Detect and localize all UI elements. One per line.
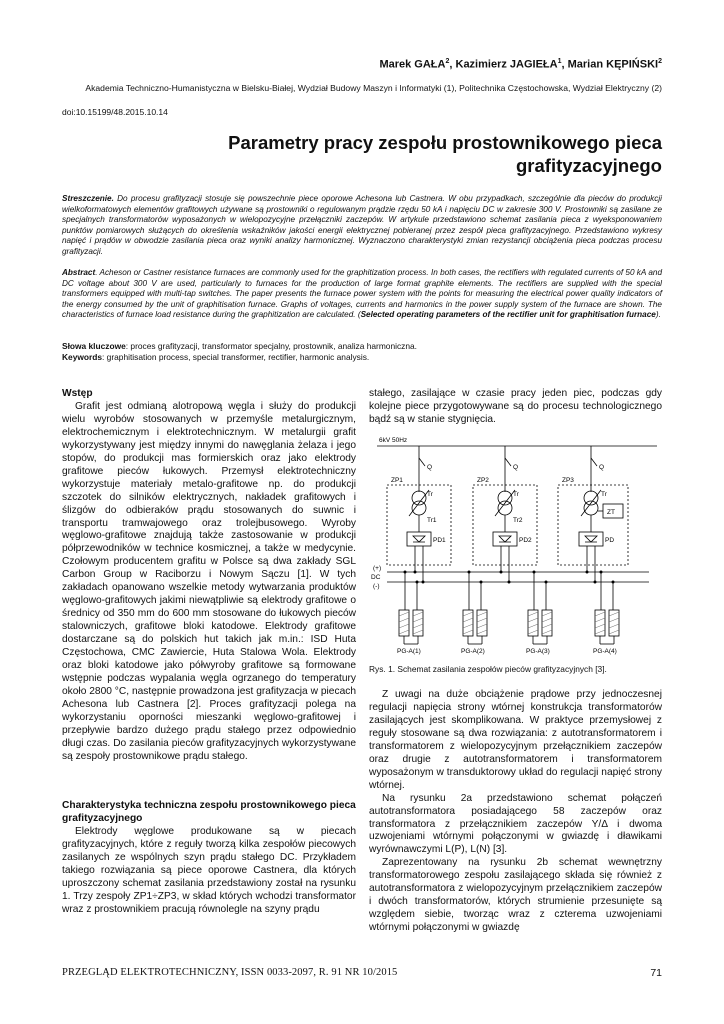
power-supply-diagram [369,432,663,660]
label-zp1: ZP1 [391,477,403,484]
label-tr-1: Tr [427,491,433,498]
abstract-polish-label: Streszczenie. [62,194,114,203]
label-pd: PD [605,537,615,544]
continuation-paragraph: stałego, zasilające w czasie pracy jeden piec, podczas gdy kolejne piece przygotowywane są do procesu technologicznego bądź są w stanie stygnięcia. [369,388,662,425]
figure-2a-paragraph: Na rysunku 2a przedstawiono schemat połączeń autotransformatora posiadającego 58 zaczepów oraz transformatora z przełącznikiem zaczepów Y/Δ i dwoma uzwojeniami wtórnymi połączonymi w gwiazdę i dławikami wyrównawczymi L(P), L(N) [3]. [369,792,662,856]
label-tr1: Tr1 [427,517,437,524]
journal-footer: PRZEGLĄD ELEKTROTECHNICZNY, ISSN 0033-2097, R. 91 NR 10/2015 [62,967,398,978]
left-column-intro [62,388,356,764]
author-1-affiliation-mark: 2 [445,58,450,65]
label-q1: Q [427,464,433,471]
label-zp2: ZP2 [477,477,489,484]
keywords-english [62,352,662,363]
label-tr2: Tr2 [513,517,523,524]
keywords-polish-text: : proces grafityzacji, transformator specjalny, prostownik, analiza harmoniczna. [125,341,417,351]
transformers-paragraph: Z uwagi na duże obciążenie prądowe przy jednoczesnej regulacji napięcia strony wtórnej konstrukcja transformatorów zasilających jest skomplikowana. W praktyce przemysłowej z reguły stosowane są dwa rozwiązania: z autotransformatorem i transformatorem z wielopozycyjnym przełącznikiem zaczepów oraz drugie z autotransformatorem i transformatorem wyposażonym w transduktorowy układ do regulacji napięć strony wtórnej. [369,689,662,791]
paper-title [182,131,662,177]
author-2-affiliation-mark: 1 [557,58,562,65]
page-number: 71 [650,967,662,979]
label-zt: ZT [607,509,615,516]
label-zp3: ZP3 [562,477,574,484]
keywords-english-label: Keywords [62,352,103,363]
author-2: Kazimierz JAGIEŁA [455,58,558,71]
label-pga1: PG-A(1) [397,648,421,655]
intro-paragraph: Grafit jest odmianą alotropową węgla i służy do produkcji wielu wyrobów stosowanych w przemyśle metalurgicznym, elektrochemicznym i elektrotechnicznym. W metalurgii grafit wykorzystywany jest między innymi do nawęglania żelaza i jego stopów, do produkcji mas formierskich oraz jako elektrody grafitowe pieców łukowych. Przemysł elektrotechniczny wykorzystuje materiały metalo-grafitowe np. do produkcji szczotek do silników elektrycznych, nakładek grafitowych i ślizgów do odbieraków prądu stosowanych do suwnic i transportu tramwajowego oraz trolejbusowego. Wyroby węglowo-grafitowe znajdują także zastosowanie w produkcji półprzewodników w technice kosmicznej, a także w medycynie. Czołowym producentem grafitu w Polsce są dwa zakłady SGL Carbon Group w Raciborzu i Nowym Sączu [1]. W tych zakładach opanowano wszelkie metody wytwarzania produktów węglowo-grafitowych jakimi niewątpliwie są elektrody grafitowe o średnicy od 350 mm do 600 mm stosowane do łukowych pieców stalowniczych, grafitowe bloki katodowe. Elektrody grafitowe dostarczane są do polskich hut takich jak m.in.: ISD Huta Częstochowa, CMC Zawiercie, Huta Stalowa Wola. Elektrody oraz bloki katodowe jako półwyroby grafitowe są formowane wstępnie podczas wypalania węgla ogrzanego do temperatury około 2800 °C, następnie prowadzona jest grafityzacja w piecach Achesona lub Castnera [2]. Proces grafityzacji polega na wykorzystaniu oporności mieszanki węglowo-grafitowej i przepływie bardzo dużego prądu stałego przez odpowiednio długi czas. Do zasilania pieców grafityzacyjnych wykorzystywane są zespoły prostownikowe prądu stałego. [62,400,356,762]
rectifier-pd2-box [493,532,517,546]
label-pga4: PG-A(4) [593,648,617,655]
label-dc-minus: (-) [373,583,380,590]
author-3: Marian KĘPIŃSKI [567,58,659,71]
figure-1-caption: Rys. 1. Schemat zasilania zespołów pieców grafityzacyjnych [3]. [369,664,607,674]
label-pga3: PG-A(3) [526,648,550,655]
figure-2b-paragraph: Zaprezentowany na rysunku 2b schemat wewnętrzny transformatorowego zespołu zasilającego składa się również z autotransformatora z wielopozycyjnym przełącznikiem zaczepów i dwóch transformatorów, których strumienie przesunięte są względem siebie, tworząc wraz z czterema uzwojeniami wtórnymi połączonymi w gwiazdę [369,857,662,934]
keywords-polish [62,341,662,352]
rectifier-pd-box [579,532,603,546]
characteristics-paragraph: Elektrody węglowe produkowane są w piecach grafityzacyjnych, które z reguły tworzą kilka zespołów piecowych zasilanych ze wspólnych szyn prądu stałego DC. Przykładem takiego rozwiązania są piece oporowe Castnera, dla których uproszczony schemat zasilania przedstawiony został na rysunku 1. Trzy zespoły ZP1÷ZP3, w skład których wchodzi transformator wraz z prostownikiem pracują równolegle na szyny prądu [62,825,356,915]
label-tr-3: Tr [601,491,607,498]
abstract-english [62,268,662,321]
left-column-characteristics [62,800,356,917]
author-1: Marek GAŁA [379,58,446,71]
right-column-bottom [369,689,662,935]
abstract-english-text: . Acheson or Castner resistance furnaces are commonly used for the graphitization process. In both cases, the rectifiers with regulated currents of 50 kA and DC voltage about 300 V are used, particularly to furnaces for the production of large format graphite elements. The rectifiers are supplied with the special transformers equipped with multi-tap switches. The paper presents the furnace power system with the points for measuring the electrical power quality indicators of the energy consumed by the unit of graphitisation furnace. Graphs of voltages, currents and harmonics in the power supply system of the furnace are shown. The characteristics of furnace load resistance during the graphitization are calculated. ( [62,268,662,320]
label-pd1: PD1 [433,537,446,544]
abstract-english-label: Abstract [62,268,96,277]
doi[interactable]: doi:10.15199/48.2015.10.14 [62,107,168,117]
label-dc: DC [371,574,381,581]
right-column-top [369,388,662,427]
section-heading-characteristics: Charakterystyka techniczna zespołu prostownikowego pieca grafityzacyjnego [62,800,356,824]
rectifier-pd1-box [407,532,431,546]
paper-title-line-2: grafityzacyjnego [516,155,662,176]
keywords-english-text: : graphitisation process, special transformer, rectifier, harmonic analysis. [102,352,370,363]
label-pd2: PD2 [519,537,532,544]
authors: Marek GAŁA$^2$, Kazimierz JAGIEŁA$^1$, Marian KĘPIŃSKI$^2$ [379,58,662,71]
affiliation: Akademia Techniczno-Humanistyczna w Bielsku-Białej, Wydział Budowy Maszyn i Informatyki (1), Politechnika Częstochowska, Wydział Elektryczny (2) [85,83,662,93]
keywords-polish-label: Słowa kluczowe [62,341,126,351]
zp3-group-box [558,485,628,565]
label-q2: Q [513,464,519,471]
label-pga2: PG-A(2) [461,648,485,655]
keywords-block [62,341,662,364]
abstract-english-title: Selected operating parameters of the rectifier unit for graphitisation furnace [360,310,656,320]
abstract-english-end: ). [655,310,661,320]
label-dc-plus: (+) [373,565,382,572]
figure-1-schematic [369,432,663,660]
label-tr-2: Tr [513,491,519,498]
abstract-polish-text: Do procesu grafityzacji stosuje się powszechnie piece oporowe Achesona lub Castnera. W obu przypadkach, szczególnie dla pieców do produkcji wielkoformatowych elementów grafitowych używane są prostowniki o regulowanym prądzie rzędu 50 kA i napięciu DC w zakresie 300 V. Prostowniki są zasilane ze specjalnych transformatorów wyposażonych w wielopozycyjne przełączniki zaczepów. W artykule przedstawiono schemat zasilania pieca z wyeksponowaniem punktów pomiarowych służących do określenia wskaźników jakości energii elektrycznej pobieranej przez zespół pieca grafityzacyjnego. Przedstawiono wykresy napięć i prądów w obwodzie zasilania pieca oraz wyniki analizy harmonicznej. Wyznaczono charakterystyki zmian rezystancji obciążenia pieca podczas procesu grafityzacji. [62,194,662,256]
label-q3: Q [599,464,605,471]
label-supply: 6kV 50Hz [379,437,408,444]
author-3-affiliation-mark: 2 [658,58,662,65]
section-heading-intro: Wstęp [62,388,93,399]
abstract-polish [62,194,662,258]
paper-title-line-1: Parametry pracy zespołu prostownikowego pieca [228,132,662,153]
